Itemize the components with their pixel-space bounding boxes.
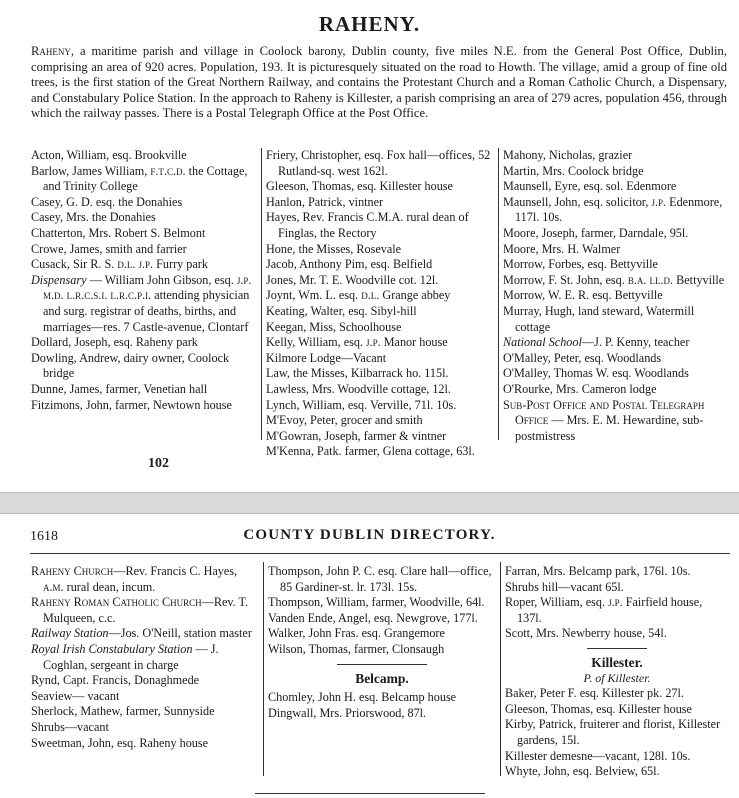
- text-run: , a maritime parish and village in Coolock barony, Dublin county, five miles N.E. from the General Post Office, Dublin, comprising an area of 920 acres. Population, 193. It is picturesquely situated on the road to Howth. The village, amid a group of fine old trees, is the first station of the Great Northern Railway, and contains the Protestant Church and a Roman Catholic Church, a Dispensary, and Constabulary Police Station. In the approach to Raheny is Killester, a parish comprising an area of 279 acres, population 456, through which the railway passes. There is a Postal Telegraph Office at the Post Office.: [31, 44, 727, 121]
- text-run: Keegan, Miss, Schoolhouse: [266, 319, 402, 334]
- text-run: Jones, Mr. T. E. Woodville cot. 12l.: [266, 272, 439, 287]
- directory-entry: [266, 273, 494, 289]
- directory-entry: [503, 304, 729, 335]
- directory-entry: [503, 257, 729, 273]
- text-run: Law, the Misses, Kilbarrack ho. 115l.: [266, 366, 449, 381]
- text-run: Thompson, William, farmer, Woodville, 64l.: [268, 595, 485, 610]
- directory-entry: [505, 764, 729, 780]
- text-run: Acton, William, esq. Brookville: [31, 148, 187, 162]
- text-run: j.p.: [366, 335, 381, 350]
- text-run: Maunsell, Eyre, esq. sol. Edenmore: [503, 179, 677, 194]
- text-run: Kirby, Patrick, fruiterer and florist, Killester gardens, 15l.: [505, 717, 721, 747]
- directory-entry: [31, 195, 255, 211]
- text-run: j.p.: [608, 595, 623, 610]
- text-run: Grange abbey: [379, 288, 451, 303]
- directory-entry: [266, 382, 494, 398]
- directory-entry: [505, 686, 729, 702]
- text-run: Farran, Mrs. Belcamp park, 176l. 10s.: [505, 564, 691, 578]
- text-run: — Mrs. E. M. Hewardine, sub-postmistress: [515, 413, 704, 443]
- text-run: Morrow, Forbes, esq. Bettyville: [503, 257, 658, 272]
- text-run: Dispensary: [31, 272, 87, 287]
- directory-entry: [31, 689, 259, 705]
- text-run: Walker, John Fras. esq. Grangemore: [268, 626, 445, 641]
- text-run: Lynch, William, esq. Verville, 71l. 10s.: [266, 397, 457, 412]
- text-run: Morrow, W. E. R. esq. Bettyville: [503, 288, 663, 303]
- directory-entry: [31, 273, 255, 335]
- directory-entry: [266, 335, 494, 351]
- text-run: Sub-Post Office and Postal Telegraph Office: [503, 397, 705, 428]
- text-run: Edenmore, 117l. 10s.: [515, 194, 723, 225]
- text-run: Crowe, James, smith and farrier: [31, 241, 187, 256]
- directory-entry: [268, 595, 496, 611]
- directory-column-1: [31, 564, 259, 751]
- text-run: b.a. ll.d.: [627, 272, 674, 287]
- text-run: Whyte, John, esq. Belview, 65l.: [505, 764, 660, 779]
- directory-entry: [31, 564, 259, 595]
- directory-entry: [268, 690, 496, 706]
- text-run: Raheny Roman Catholic Church: [31, 595, 202, 610]
- directory-entry: [505, 595, 729, 626]
- text-run: — J. Coghlan, sergeant in charge: [43, 641, 219, 672]
- directory-entry: [266, 366, 494, 382]
- text-run: O'Malley, Peter, esq. Woodlands: [503, 350, 662, 365]
- directory-entry: [503, 148, 729, 164]
- directory-column-2: [268, 564, 496, 721]
- directory-entry: [31, 642, 259, 673]
- text-run: Furry park: [153, 257, 208, 272]
- footer-rule: [255, 793, 485, 794]
- text-run: Thompson, John P. C. esq. Clare hall—office, 85 Gardiner-st. lr. 173l. 15s.: [268, 564, 492, 594]
- directory-entry: [31, 382, 255, 398]
- text-run: Raheny: [31, 44, 71, 58]
- text-run: Hone, the Misses, Rosevale: [266, 241, 402, 256]
- directory-entry: [266, 210, 494, 241]
- text-run: Martin, Mrs. Coolock bridge: [503, 163, 644, 178]
- text-run: Lawless, Mrs. Woodville cottage, 12l.: [266, 381, 451, 396]
- text-run: Mahony, Nicholas, grazier: [503, 148, 633, 162]
- text-run: d.l.: [361, 288, 380, 303]
- text-run: Gleeson, Thomas, esq. Killester house: [505, 701, 692, 716]
- directory-entry: [505, 626, 729, 642]
- directory-entry: [268, 611, 496, 627]
- text-run: Murray, Hugh, land steward, Watermill cottage: [503, 303, 695, 334]
- text-run: Fitzimons, John, farmer, Newtown house: [31, 397, 232, 412]
- directory-entry: [31, 242, 255, 258]
- text-run: —Jos. O'Neill, station master: [108, 626, 252, 641]
- column-divider: [500, 562, 501, 776]
- page-title: RAHENY.: [318, 12, 421, 36]
- section-subheading-killester: P. of Killester.: [583, 670, 651, 685]
- directory-column-2-entries: [268, 564, 496, 658]
- directory-entry: [31, 164, 255, 195]
- directory-column-3-entries: [505, 564, 729, 642]
- directory-entry: [266, 148, 494, 179]
- directory-entry: [503, 366, 729, 382]
- page-number: 1618: [30, 529, 58, 544]
- directory-column-3: [505, 564, 729, 780]
- directory-entry: [266, 351, 494, 367]
- text-run: Barlow, James William,: [31, 163, 151, 178]
- directory-entry: [266, 179, 494, 195]
- text-run: O'Rourke, Mrs. Cameron lodge: [503, 381, 657, 396]
- text-run: Hanlon, Patrick, vintner: [266, 194, 384, 209]
- directory-entry: [31, 595, 259, 626]
- text-run: the Cottage, and Trinity College: [43, 163, 248, 194]
- directory-entry: [266, 413, 494, 429]
- text-run: M'Evoy, Peter, grocer and smith: [266, 413, 423, 428]
- text-run: Casey, G. D. esq. the Donahies: [31, 194, 183, 209]
- text-run: a.m.: [43, 579, 64, 594]
- text-run: Keating, Walter, esq. Sibyl-hill: [266, 303, 417, 318]
- directory-entry: [503, 242, 729, 258]
- text-run: Vanden Ende, Angel, esq. Newgrove, 177l.: [268, 610, 478, 625]
- text-run: Moore, Joseph, farmer, Darndale, 95l.: [503, 225, 689, 240]
- directory-entry: [505, 580, 729, 596]
- directory-entry: [503, 335, 729, 351]
- text-run: Moore, Mrs. H. Walmer: [503, 241, 621, 256]
- directory-entry: [266, 398, 494, 414]
- text-run: Rynd, Capt. Francis, Donaghmede: [31, 673, 200, 688]
- text-run: attending physician and surg. registrar of deaths, births, and marriages—res. 7 Castle-avenue, Clontarf: [43, 288, 250, 334]
- directory-entry: [31, 257, 255, 273]
- directory-entry: [503, 164, 729, 180]
- directory-entry: [503, 351, 729, 367]
- directory-column-2: [266, 148, 494, 460]
- section-heading-belcamp: Belcamp.: [355, 670, 409, 686]
- directory-entry: [268, 626, 496, 642]
- text-run: Shrubs—vacant: [31, 719, 109, 734]
- text-run: Baker, Peter F. esq. Killester pk. 27l.: [505, 686, 684, 701]
- text-run: M'Kenna, Patk. farmer, Glena cottage, 63l.: [266, 444, 475, 459]
- running-head: COUNTY DUBLIN DIRECTORY.: [243, 527, 496, 543]
- directory-entry: [505, 702, 729, 718]
- text-run: Maunsell, John, esq. solicitor,: [503, 194, 652, 209]
- directory-entry: [31, 626, 259, 642]
- directory-entry: [31, 720, 259, 736]
- text-run: Railway Station: [31, 626, 109, 641]
- directory-entry: [266, 288, 494, 304]
- text-run: Sweetman, John, esq. Raheny house: [31, 735, 209, 750]
- text-run: —J. P. Kenny, teacher: [581, 335, 690, 350]
- text-run: Dowling, Andrew, dairy owner, Coolock bridge: [31, 350, 230, 381]
- directory-entry: [503, 226, 729, 242]
- directory-entry: [268, 564, 496, 595]
- directory-entry: [503, 288, 729, 304]
- text-run: Dunne, James, farmer, Venetian hall: [31, 381, 208, 396]
- directory-entry: [503, 382, 729, 398]
- text-run: f.t.c.d.: [150, 163, 186, 178]
- directory-entry: [266, 242, 494, 258]
- text-run: National School: [503, 335, 582, 350]
- page-county-dublin: [0, 514, 739, 798]
- directory-column-3: [503, 148, 729, 444]
- text-run: Chatterton, Mrs. Robert S. Belmont: [31, 225, 206, 240]
- text-run: Roper, William, esq.: [505, 595, 609, 610]
- text-run: Scott, Mrs. Newberry house, 54l.: [505, 626, 667, 641]
- text-run: Royal Irish Constabulary Station: [31, 641, 193, 656]
- directory-entry: [505, 717, 729, 748]
- directory-entry: [31, 398, 255, 414]
- directory-entry: [31, 226, 255, 242]
- directory-entry: [503, 398, 729, 445]
- text-run: Gleeson, Thomas, esq. Killester house: [266, 179, 453, 194]
- header-rule: [30, 553, 730, 554]
- directory-entry: [266, 320, 494, 336]
- directory-entry: [266, 257, 494, 273]
- text-run: Dingwall, Mrs. Priorswood, 87l.: [268, 705, 427, 720]
- text-run: Kelly, William, esq.: [266, 335, 367, 350]
- text-run: Hayes, Rev. Francis C.M.A. rural dean of Finglas, the Rectory: [266, 210, 469, 240]
- text-run: Bettyville: [673, 272, 725, 287]
- text-run: Joynt, Wm. L. esq.: [266, 288, 362, 303]
- text-run: rural dean, incum.: [63, 579, 156, 594]
- text-run: Manor house: [380, 335, 448, 350]
- directory-entry: [268, 706, 496, 722]
- directory-entry: [31, 736, 259, 752]
- text-run: Shrubs hill—vacant 65l.: [505, 579, 624, 594]
- directory-entry: [266, 195, 494, 211]
- text-run: Killester demesne—vacant, 128l. 10s.: [505, 748, 691, 763]
- column-divider: [263, 562, 264, 776]
- directory-entry: [266, 304, 494, 320]
- directory-entry: [266, 429, 494, 445]
- text-run: Chomley, John H. esq. Belcamp house: [268, 690, 457, 705]
- text-run: — William John Gibson, esq.: [86, 272, 237, 287]
- text-run: Fairfield house, 137l.: [517, 595, 703, 625]
- directory-entry: [31, 335, 255, 351]
- intro-paragraph: [31, 44, 727, 122]
- directory-entry: [31, 704, 259, 720]
- directory-entry: [31, 673, 259, 689]
- text-run: —Rev. T. Mulqueen, c.c.: [43, 595, 249, 625]
- text-run: d.l. j.p.: [117, 257, 154, 272]
- column-divider: [261, 148, 262, 440]
- directory-entry: [31, 148, 255, 164]
- directory-entry: [266, 444, 494, 460]
- directory-column-1: [31, 148, 255, 413]
- text-run: M'Gowran, Joseph, farmer & vintner: [266, 428, 447, 443]
- text-run: Wilson, Thomas, farmer, Clonsaugh: [268, 641, 445, 656]
- text-run: Cusack, Sir R. S.: [31, 257, 118, 272]
- text-run: Morrow, F. St. John, esq.: [503, 272, 628, 287]
- text-run: Sherlock, Mathew, farmer, Sunnyside: [31, 704, 215, 719]
- section-rule: [337, 664, 427, 665]
- section-rule: [587, 648, 647, 649]
- folio-number: 102: [148, 456, 169, 471]
- text-run: Friery, Christopher, esq. Fox hall—offices, 52 Rutland-sq. west 162l.: [266, 148, 491, 178]
- column-divider: [498, 148, 499, 440]
- text-run: Raheny Church: [31, 564, 114, 578]
- directory-entry: [503, 179, 729, 195]
- belcamp-entries: [268, 690, 496, 721]
- text-run: Jacob, Anthony Pim, esq. Belfield: [266, 257, 433, 272]
- text-run: j.p.: [651, 194, 667, 209]
- text-run: Dollard, Joseph, esq. Raheny park: [31, 335, 198, 350]
- text-run: j.p. m.d. l.r.c.s.i. l.r.c.p.i.: [43, 272, 252, 303]
- text-run: Kilmore Lodge—Vacant: [266, 350, 387, 365]
- directory-entry: [505, 749, 729, 765]
- directory-entry: [503, 273, 729, 289]
- text-run: O'Malley, Thomas W. esq. Woodlands: [503, 366, 689, 381]
- directory-entry: [31, 351, 255, 382]
- text-run: Casey, Mrs. the Donahies: [31, 210, 156, 225]
- section-heading-killester: Killester.: [591, 654, 643, 670]
- directory-entry: [268, 642, 496, 658]
- page-separator: [0, 492, 739, 514]
- text-run: —Rev. Francis C. Hayes,: [113, 564, 238, 578]
- directory-entry: [505, 564, 729, 580]
- directory-entry: [31, 210, 255, 226]
- text-run: Seaview— vacant: [31, 688, 120, 703]
- directory-entry: [503, 195, 729, 226]
- killester-entries: [505, 686, 729, 780]
